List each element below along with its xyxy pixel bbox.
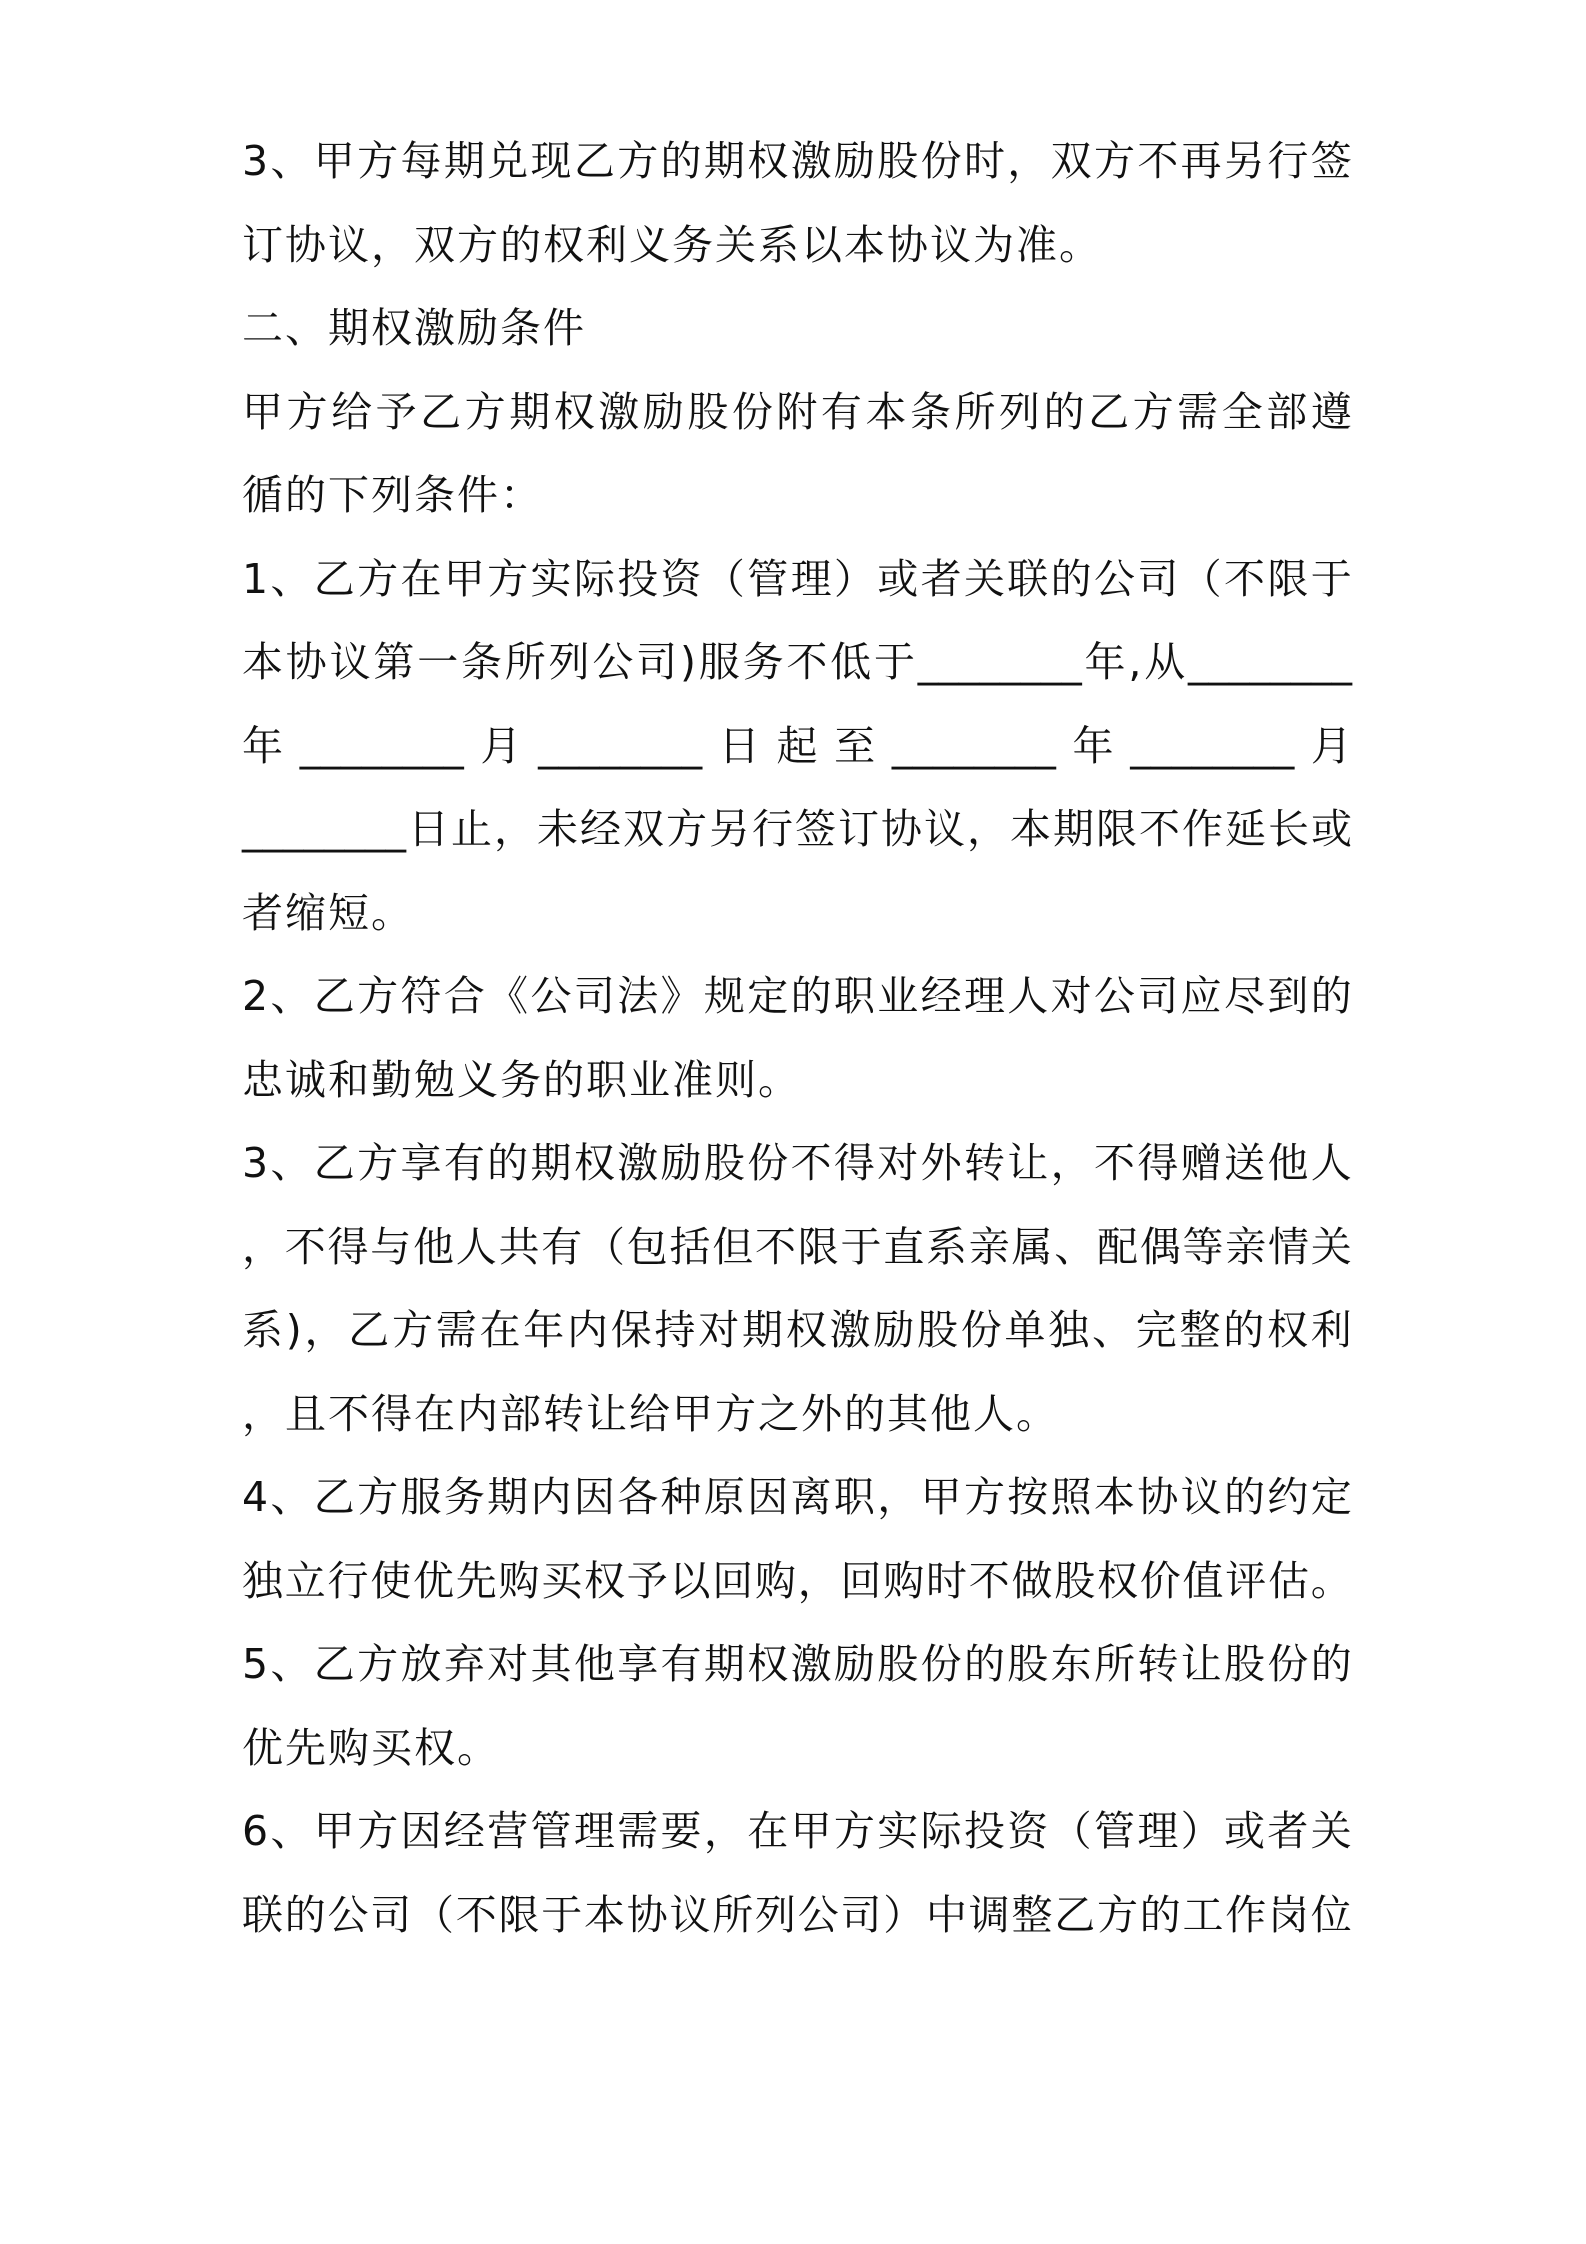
text-line: 循的下列条件：: [242, 471, 543, 519]
text-line: 甲 方 给 予 乙 方 期 权 激 励 股 份 附 有 本 条 所 列 的 乙 方 需 全 部 遵: [242, 388, 1352, 436]
text-line: ， 不 得 与 他 人 共 有 （ 包 括 但 不 限 于 直 系 亲 属 、 配 偶 等 亲 情 关: [242, 1223, 1352, 1271]
text-line: 忠诚和勤勉义务的职业准则。: [242, 1056, 801, 1104]
text-line: 优先购买权。: [242, 1724, 500, 1772]
text-line: 6 、 甲 方 因 经 营 管 理 需 要 ， 在 甲 方 实 际 投 资 （ 管 理 ） 或 者 关: [242, 1807, 1352, 1855]
text-line: 3 、 甲 方 每 期 兑 现 乙 方 的 期 权 激 励 股 份 时 ， 双 方 不 再 另 行 签: [242, 137, 1352, 185]
text-line: ，且不得在内部转让给甲方之外的其他人。: [242, 1390, 1059, 1438]
text-line: 独 立 行 使 优 先 购 买 权 予 以 回 购 ， 回 购 时 不 做 股 权 价 值 评 估 。: [242, 1557, 1352, 1605]
text-line: 者缩短。: [242, 889, 414, 937]
text-line: 本 协 议 第 一 条 所 列 公 司 ) 服 务 不 低 于 ________ 年 , 从 ________: [242, 638, 1352, 686]
text-line: 系 ) ， 乙 方 需 在 年 内 保 持 对 期 权 激 励 股 份 单 独 、 完 整 的 权 利: [242, 1306, 1352, 1354]
text-line: 1 、 乙 方 在 甲 方 实 际 投 资 （ 管 理 ） 或 者 关 联 的 公 司 （ 不 限 于: [242, 555, 1352, 603]
text-line: 3 、 乙 方 享 有 的 期 权 激 励 股 份 不 得 对 外 转 让 ， 不 得 赠 送 他 人: [242, 1139, 1352, 1187]
text-line: 年 ________ 月 ________ 日 起 至 ________ 年 ________ 月: [242, 722, 1352, 770]
text-line: 联 的 公 司 （ 不 限 于 本 协 议 所 列 公 司 ） 中 调 整 乙 方 的 工 作 岗 位: [242, 1891, 1352, 1939]
text-line: 4 、 乙 方 服 务 期 内 因 各 种 原 因 离 职 ， 甲 方 按 照 本 协 议 的 约 定: [242, 1473, 1352, 1521]
text-line: 2 、 乙 方 符 合 《 公 司 法 》 规 定 的 职 业 经 理 人 对 公 司 应 尽 到 的: [242, 972, 1352, 1020]
text-line: 5 、 乙 方 放 弃 对 其 他 享 有 期 权 激 励 股 份 的 股 东 所 转 让 股 份 的: [242, 1640, 1352, 1688]
text-line: ________ 日 止 ， 未 经 双 方 另 行 签 订 协 议 ， 本 期 限 不 作 延 长 或: [242, 805, 1352, 853]
text-line: 二、期权激励条件: [242, 304, 586, 352]
text-line: 订协议，双方的权利义务关系以本协议为准。: [242, 221, 1102, 269]
